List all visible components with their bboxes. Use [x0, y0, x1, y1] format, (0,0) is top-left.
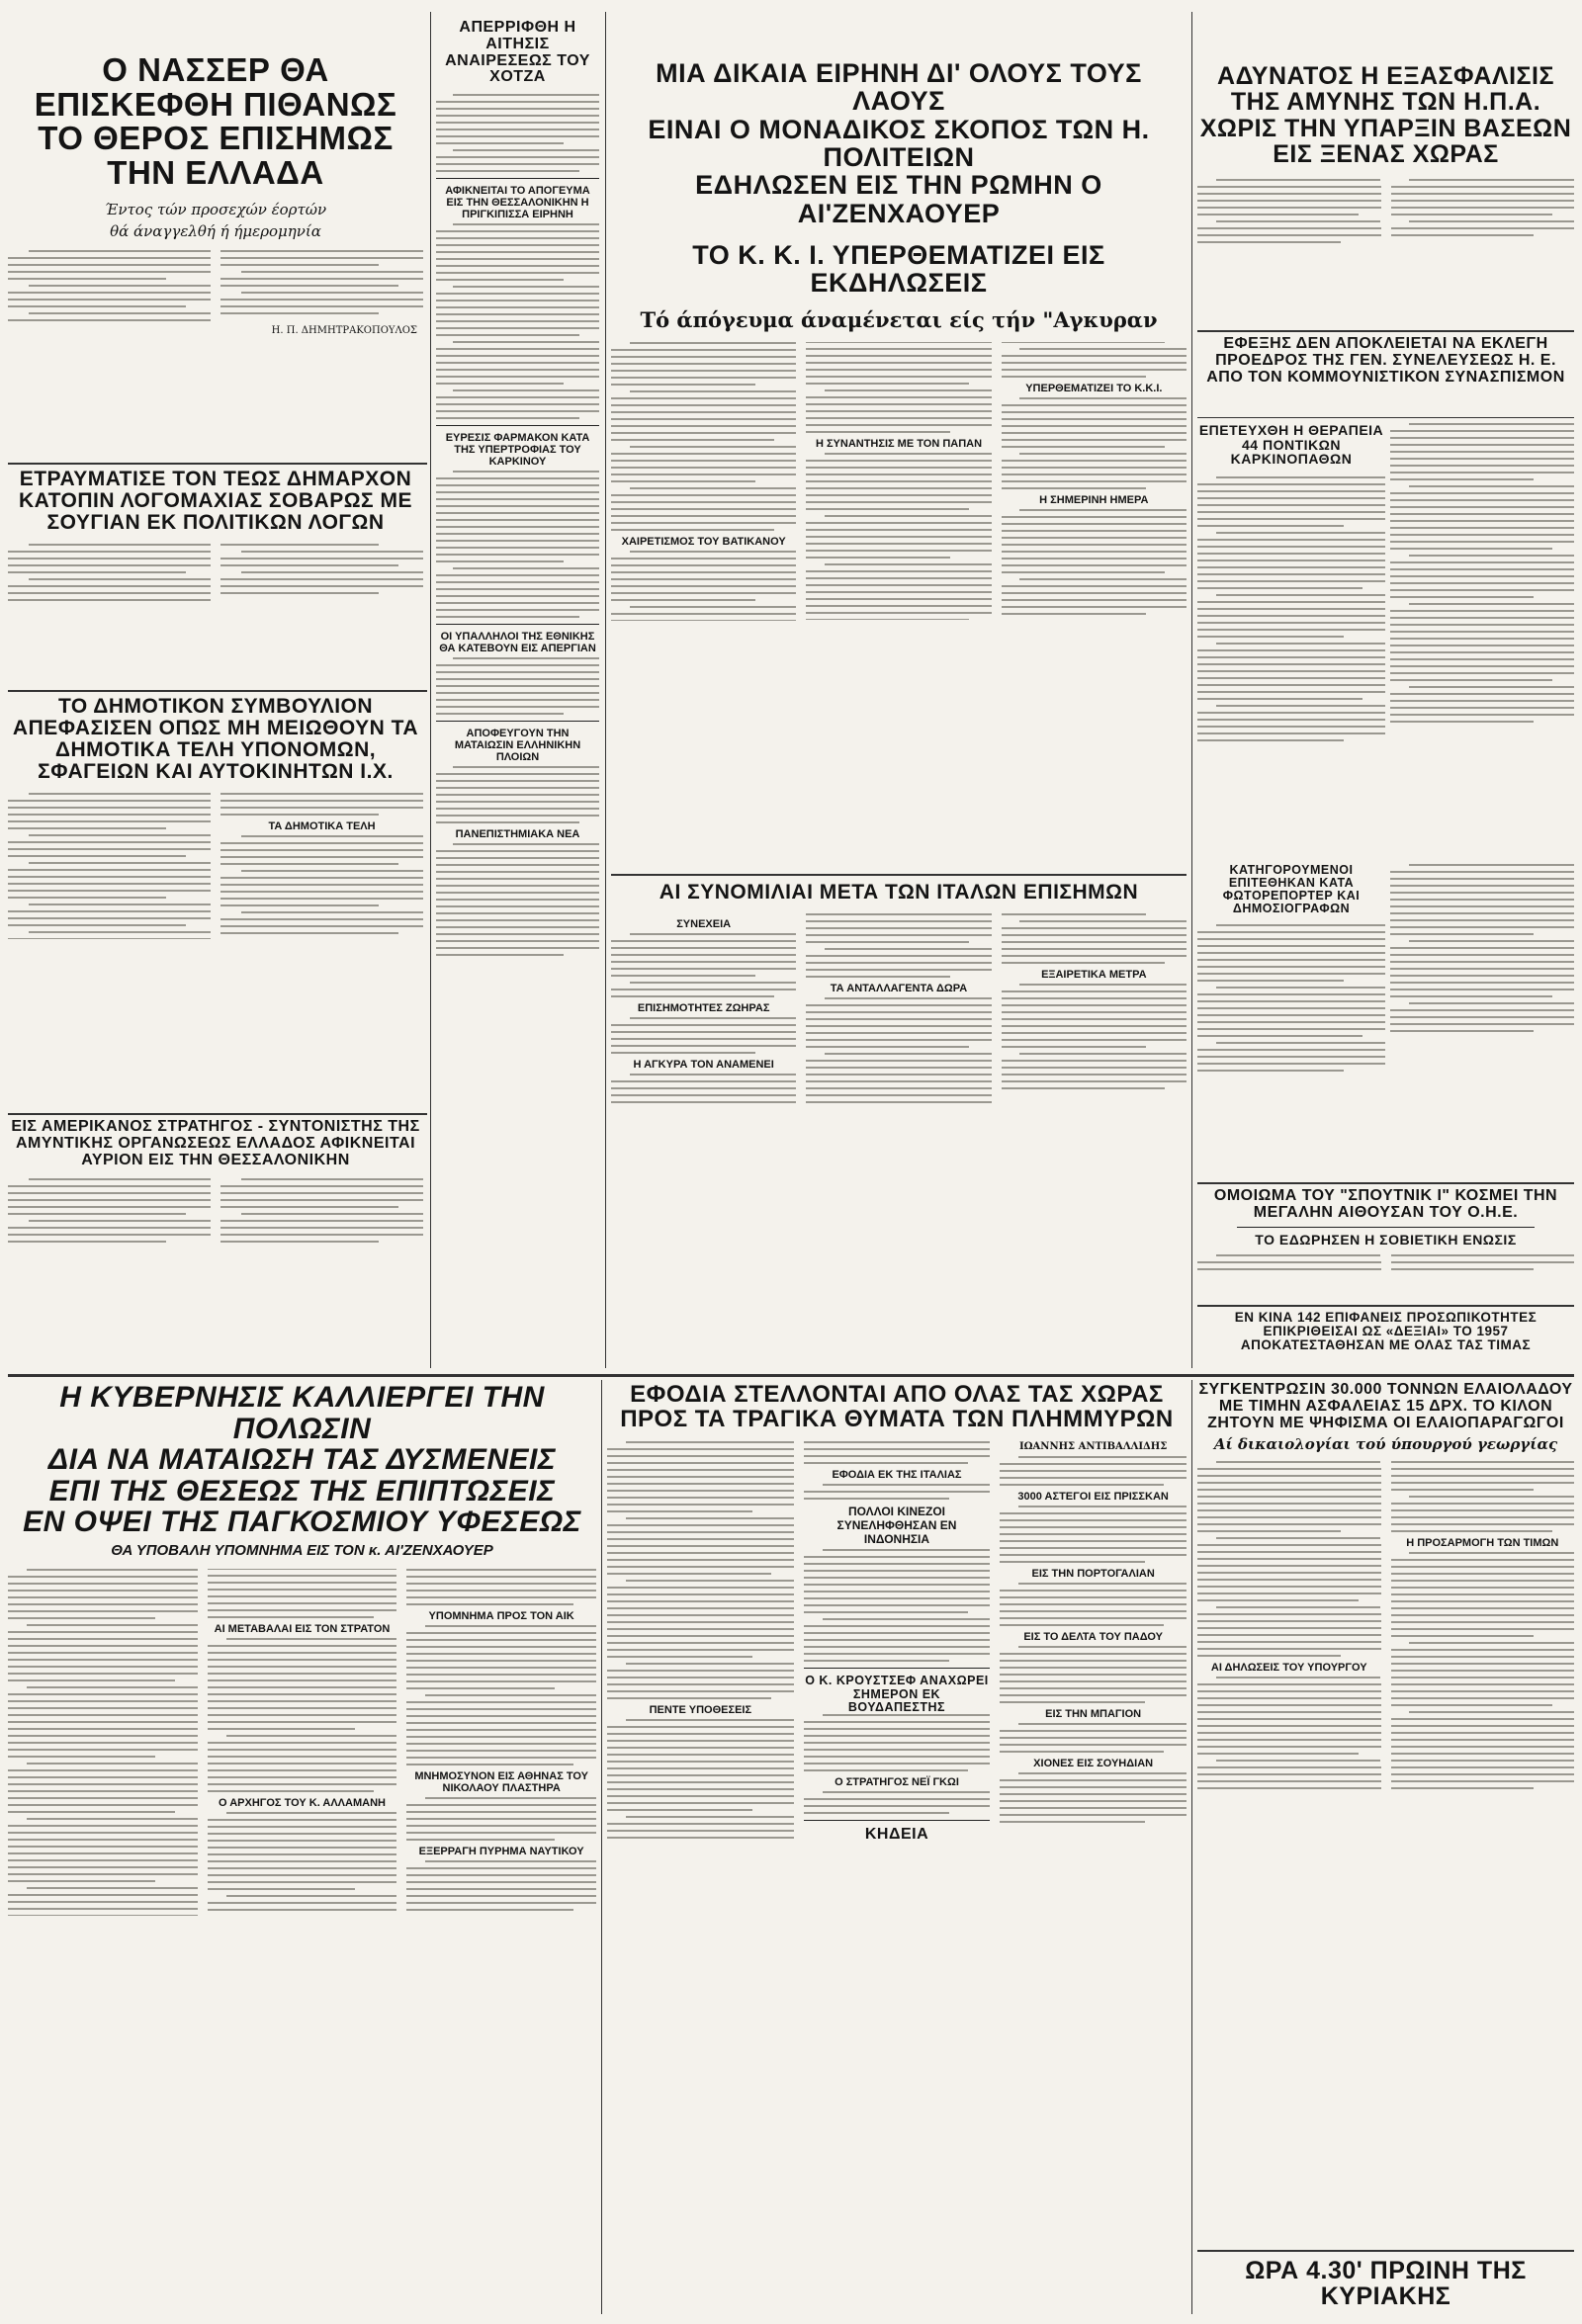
floods-sub-five-cases: ΠΕΝΤΕ ΥΠΟΘΕΣΕΙΣ	[649, 1704, 752, 1717]
article-un-body	[1390, 423, 1574, 858]
defense-headline: ΑΔΥΝΑΤΟΣ Η ΕΞΑΣΦΑΛΙΣΙΣ ΤΗΣ ΑΜΥΝΗΣ ΤΩΝ Η.Π.Α. ΧΩΡΙΣ ΤΗΝ ΥΠΑΡΞΙΝ ΒΑΣΕΩΝ ΕΙΣ ΞΕΝΑΣ ΧΩΡΑΣ	[1199, 62, 1572, 168]
column-rule	[605, 12, 606, 1368]
eisenhower-headline-3: ΕΔΗΛΩΣΕΝ ΕΙΣ ΤΗΝ ΡΩΜΗΝ Ο ΑΙ'ΖΕΝΧΑΟΥΕΡ	[695, 170, 1102, 228]
olive-oil-headline: ΣΥΓΚΕΝΤΡΩΣΙΝ 30.000 ΤΟΝΝΩΝ ΕΛΑΙΟΛΑΔΟΥ ΜΕ ΤΙΜΗΝ ΑΣΦΑΛΕΙΑΣ 15 ΔΡΧ. ΤΟ ΚΙΛΟΝ ΖΗΤΟΥΝ ΜΕ ΨΗΦΙΣΜΑ ΟΙ ΕΛΑΙΟΠΑΡΑΓΩΓΟΙ	[1198, 1382, 1573, 1431]
funeral-headline: ΚΗΔΕΙΑ	[864, 1825, 929, 1843]
government-sub-plastiras: ΜΝΗΜΟΣΥΝΟΝ ΕΙΣ ΑΘΗΝΑΣ ΤΟΥ ΝΙΚΟΛΑΟΥ ΠΛΑΣΤΗΡΑ	[414, 1769, 588, 1794]
hotza-headline: ΑΠΕΡΡΙΦΘΗ Η ΑΙΤΗΣΙΣ ΑΝΑΙΡΕΣΕΩΣ ΤΟΥ ΧΟΤΖΑ	[445, 19, 590, 86]
olive-oil-deck: Αί δικαιολογίαι τού ύπουργού γεωργίας	[1213, 1435, 1558, 1454]
italians-headline: ΑΙ ΣΥΝΟΜΙΛΙΑΙ ΜΕΤΑ ΤΩΝ ΙΤΑΛΩΝ ΕΠΙΣΗΜΩΝ	[659, 882, 1139, 904]
hotza-sub-cancer-drug: ΕΥΡΕΣΙΣ ΦΑΡΜΑΚΟΝ ΚΑΤΑ ΤΗΣ ΥΠΕΡΤΡΟΦΙΑΣ ΤΟΥ ΚΑΡΚΙΝΟΥ	[445, 432, 590, 469]
floods-sub-snow: ΧΙΟΝΕΣ ΕΙΣ ΣΟΥΗΔΙΑΝ	[1033, 1758, 1154, 1770]
floods-headline-2: ΠΡΟΣ ΤΑ ΤΡΑΓΙΚΑ ΘΥΜΑΤΑ ΤΩΝ ΠΛΗΜΜΥΡΩΝ	[620, 1406, 1174, 1433]
italians-sub-gifts: ΤΑ ΑΝΤΑΛΛΑΓΕΝΤΑ ΔΩΡΑ	[830, 983, 968, 995]
government-sub-explosion: ΕΞΕΡΡΑΓΗ ΠΥΡΗΜΑ ΝΑΥΤΙΚΟΥ	[418, 1845, 584, 1857]
clock-headline: ΩΡΑ 4.30' ΠΡΩΙΝΗ ΤΗΣ ΚΥΡΙΑΚΗΣ	[1245, 2258, 1527, 2311]
government-body	[8, 1569, 596, 1916]
nasser-headline: Ο ΝΑΣΣΕΡ ΘΑ ΕΠΙΣΚΕΦΘΗ ΠΙΘΑΝΩΣ ΤΟ ΘΕΡΟΣ ΕΠΙΣΗΜΩΣ ΤΗΝ ΕΛΛΑΔΑ	[34, 51, 397, 191]
government-headline-2: ΔΙΑ ΝΑ ΜΑΤΑΙΩΣΗ ΤΑΣ ΔΥΣΜΕΝΕΙΣ	[47, 1443, 557, 1476]
general-body	[8, 1178, 423, 1248]
floods-sub-chinese: ΠΟΛΛΟΙ ΚΙΝΕΖΟΙ ΣΥΝΕΛΗΦΘΗΣΑΝ ΕΝ ΙΝΔΟΝΗΣΙΑ	[836, 1505, 957, 1547]
article-sputnik	[1197, 1188, 1574, 1303]
hotza-sub-strike: ΟΙ ΥΠΑΛΛΗΛΟΙ ΤΗΣ ΕΘΝΙΚΗΣ ΘΑ ΚΑΤΕΒΟΥΝ ΕΙΣ ΑΠΕΡΓΙΑΝ	[439, 631, 596, 655]
nasser-deck-1: Έντος τών προσεχών έορτών	[104, 200, 327, 218]
floods-sub-portugal: ΕΙΣ ΤΗΝ ΠΟΡΤΟΓΑΛΙΑΝ	[1031, 1568, 1155, 1581]
article-floods	[607, 1382, 1186, 2316]
dimarchos-body	[8, 544, 423, 603]
eisenhower-headline-1: ΜΙΑ ΔΙΚΑΙΑ ΕΙΡΗΝΗ ΔΙ' ΟΛΟΥΣ ΤΟΥΣ ΛΑΟΥΣ	[656, 58, 1142, 117]
olive-oil-body	[1197, 1461, 1574, 1794]
nasser-byline: Η. Π. ΔΗΜΗΤΡΑΚΟΠΟΥΛΟΣ	[271, 325, 417, 337]
floods-sub-homeless: 3000 ΑΣΤΕΓΟΙ ΕΙΣ ΠΡΙΣΣΚΑΝ	[1017, 1491, 1169, 1504]
olive-oil-sub-prices: Η ΠΡΟΣΑΡΜΟΓΗ ΤΩΝ ΤΙΜΩΝ	[1406, 1537, 1559, 1550]
article-hotza	[436, 14, 599, 1370]
italians-sub-ankara: Η ΑΓΚΥΡΑ ΤΟΝ ΑΝΑΜΕΝΕΙ	[633, 1059, 774, 1072]
council-body	[8, 793, 423, 939]
article-china	[1197, 1311, 1574, 1370]
photographers-headline: ΚΑΤΗΓΟΡΟΥΜΕΝΟΙ ΕΠΙΤΕΘΗΚΑΝ ΚΑΤΑ ΦΩΤΟΡΕΠΟΡΤΕΡ ΚΑΙ ΔΗΜΟΣΙΟΓΡΑΦΩΝ	[1222, 864, 1361, 916]
cancer-body	[1197, 476, 1385, 741]
hotza-body	[436, 94, 599, 172]
khrushchev-headline: Ο Κ. ΚΡΟΥΣΤΣΕΦ ΑΝΑΧΩΡΕΙ ΣΗΜΕΡΟΝ ΕΚ ΒΟΥΔΑΠΕΣΤΗΣ	[805, 1674, 989, 1714]
article-general	[8, 1119, 423, 1370]
dimarchos-headline: ΕΤΡΑΥΜΑΤΙΣΕ ΤΟΝ ΤΕΩΣ ΔΗΜΑΡΧΟΝ ΚΑΤΟΠΙΝ ΛΟΓΟΜΑΧΙΑΣ ΣΟΒΑΡΩΣ ΜΕ ΣΟΥΓΙΑΝ ΕΚ ΠΟΛΙΤΙΚΩΝ ΛΟΓΩΝ	[19, 469, 412, 535]
khrushchev-sub: Ο ΣΤΡΑΤΗΓΟΣ ΝΕΪ ΓΚΩΙ	[835, 1775, 959, 1788]
italians-sub-ceremonies: ΕΠΙΣΗΜΟΤΗΤΕΣ ΖΩΗΡΑΣ	[637, 1002, 770, 1015]
article-eisenhower	[611, 14, 1186, 874]
funeral-name: ΙΩΑΝΝΗΣ ΑΝΤΙΒΑΛΛΙΔΗΣ	[1018, 1441, 1168, 1453]
government-sub-memo: ΥΠΟΜΝΗΜΑ ΠΡΟΣ ΤΟΝ ΑΙΚ	[428, 1609, 574, 1622]
eisenhower-sub-kki: ΥΠΕΡΘΕΜΑΤΙΖΕΙ ΤΟ Κ.Κ.Ι.	[1025, 383, 1163, 395]
government-headline-4: ΕΝ ΟΨΕΙ ΤΗΣ ΠΑΓΚΟΣΜΙΟΥ ΥΦΕΣΕΩΣ	[23, 1506, 581, 1538]
italians-body	[611, 913, 1186, 1103]
defense-body	[1197, 179, 1574, 245]
italians-sub-continued: ΣΥΝΕΧΕΙΑ	[676, 918, 732, 931]
italians-sub-measures: ΕΞΑΙΡΕΤΙΚΑ ΜΕΤΡΑ	[1041, 969, 1147, 982]
olive-oil-sub-minister: ΑΙ ΔΗΛΩΣΕΙΣ ΤΟΥ ΥΠΟΥΡΓΟΥ	[1210, 1662, 1367, 1675]
eisenhower-headline-2: ΕΙΝΑΙ Ο ΜΟΝΑΔΙΚΟΣ ΣΚΟΠΟΣ ΤΩΝ Η. ΠΟΛΙΤΕΙΩΝ	[648, 114, 1150, 173]
nasser-deck-2: θά άναγγελθή ή ήμερομηνία	[110, 221, 321, 240]
council-headline: ΤΟ ΔΗΜΟΤΙΚΟΝ ΣΥΜΒΟΥΛΙΟΝ ΑΠΕΦΑΣΙΣΕΝ ΟΠΩΣ ΜΗ ΜΕΙΩΘΟΥΝ ΤΑ ΔΗΜΟΤΙΚΑ ΤΕΛΗ ΥΠΟΝΟΜΩΝ, ΣΦΑΓΕΙΩΝ ΚΑΙ ΑΥΤΟΚΙΝΗΤΩΝ Ι.Χ.	[12, 696, 419, 784]
government-headline-1: Η ΚΥΒΕΡΝΗΣΙΣ ΚΑΛΛΙΕΡΓΕΙ ΤΗΝ ΠΟΛΩΣΙΝ	[59, 1382, 545, 1445]
column-rule	[1191, 1380, 1192, 2314]
article-council	[8, 696, 423, 1111]
eisenhower-headline-4: ΤΟ Κ. Κ. Ι. ΥΠΕΡΘΕΜΑΤΙΖΕΙ ΕΙΣ ΕΚΔΗΛΩΣΕΙΣ	[692, 240, 1105, 299]
eisenhower-sub-today: Η ΣΗΜΕΡΙΝΗ ΗΜΕΡΑ	[1039, 494, 1149, 507]
hotza-sub-princess: ΑΦΙΚΝΕΙΤΑΙ ΤΟ ΑΠΟΓΕΥΜΑ ΕΙΣ ΤΗΝ ΘΕΣΣΑΛΟΝΙΚΗΝ Η ΠΡΙΓΚΙΠΙΣΣΑ ΕΙΡΗΝΗ	[445, 185, 590, 221]
hotza-sub-university: ΠΑΝΕΠΙΣΤΗΜΙΑΚΑ ΝΕΑ	[455, 828, 580, 841]
government-sub-allamanis: Ο ΑΡΧΗΓΟΣ ΤΟΥ Κ. ΑΛΛΑΜΑΝΗ	[219, 1796, 386, 1809]
un-president-headline: ΕΦΕΞΗΣ ΔΕΝ ΑΠΟΚΛΕΙΕΤΑΙ ΝΑ ΕΚΛΕΓΗ ΠΡΟΕΔΡΟΣ ΤΗΣ ΓΕΝ. ΣΥΝΕΛΕΥΣΕΩΣ Η. Ε. ΑΠΟ ΤΟΝ ΚΟΜΜΟΥΝΙΣΤΙΚΟΝ ΣΥΝΑΣΠΙΣΜΟΝ	[1206, 336, 1565, 386]
government-deck: ΘΑ ΥΠΟΒΑΛΗ ΥΠΟΜΝΗΜΑ ΕΙΣ ΤΟΝ κ. ΑΙ'ΖΕΝΧΑΟΥΕΡ	[111, 1541, 493, 1559]
article-defense	[1197, 14, 1574, 328]
government-sub-army: ΑΙ ΜΕΤΑΒΑΛΑΙ ΕΙΣ ΤΟΝ ΣΤΡΑΤΟΝ	[214, 1622, 391, 1635]
article-dimarchos	[8, 469, 423, 688]
article-government	[8, 1382, 596, 2316]
article-photographers	[1197, 864, 1385, 1180]
hotza-sub-ships: ΑΠΟΦΕΥΓΟΥΝ ΤΗΝ ΜΑΤΑΙΩΣΙΝ ΕΛΛΗΝΙΚΗΝ ΠΛΟΙΩΝ	[454, 728, 581, 764]
council-subhead: ΤΑ ΔΗΜΟΤΙΚΑ ΤΕΛΗ	[268, 819, 376, 832]
article-olive-oil	[1197, 1382, 1574, 2217]
china-headline: ΕΝ ΚΙΝΑ 142 ΕΠΙΦΑΝΕΙΣ ΠΡΟΣΩΠΙΚΟΤΗΤΕΣ ΕΠΙΚΡΙΘΕΙΣΑΙ ΩΣ «ΔΕΞΙΑΙ» ΤΟ 1957 ΑΠΟΚΑΤΕΣΤΑΘΗΣΑΝ ΜΕ ΟΛΑΣ ΤΑΣ ΤΙΜΑΣ	[1234, 1311, 1538, 1353]
article-cancer	[1197, 423, 1385, 858]
floods-sub-bayonne: ΕΙΣ ΤΗΝ ΜΠΑΓΙΟΝ	[1045, 1708, 1142, 1721]
eisenhower-deck: Τό άπόγευμα άναμένεται είς τήν "Αγκυραν	[640, 306, 1158, 332]
column-rule	[1191, 12, 1192, 1368]
cancer-headline: ΕΠΕΤΕΥΧΘΗ Η ΘΕΡΑΠΕΙΑ 44 ΠΟΝΤΙΚΩΝ ΚΑΡΚΙΝΟΠΑΘΩΝ	[1198, 423, 1384, 468]
floods-sub-delta: ΕΙΣ ΤΟ ΔΕΛΤΑ ΤΟΥ ΠΑΔΟΥ	[1023, 1631, 1163, 1644]
government-headline-3: ΕΠΙ ΤΗΣ ΘΕΣΕΩΣ ΤΗΣ ΕΠΙΠΤΩΣΕΙΣ	[48, 1474, 556, 1507]
nasser-body	[8, 250, 423, 323]
article-nasser	[8, 14, 423, 465]
article-un-president	[1197, 336, 1574, 415]
sputnik-headline: ΟΜΟΙΩΜΑ ΤΟΥ "ΣΠΟΥΤΝΙΚ Ι" ΚΟΣΜΕΙ ΤΗΝ ΜΕΓΑΛΗΝ ΑΙΘΟΥΣΑΝ ΤΟΥ Ο.Η.Ε.	[1213, 1188, 1558, 1221]
eisenhower-sub-vatican: ΧΑΙΡΕΤΙΣΜΟΣ ΤΟΥ ΒΑΤΙΚΑΝΟΥ	[621, 535, 786, 548]
eisenhower-sub-pope: Η ΣΥΝΑΝΤΗΣΙΣ ΜΕ ΤΟΝ ΠΑΠΑΝ	[815, 438, 983, 451]
eisenhower-body	[611, 342, 1186, 620]
floods-headline-1: ΕΦΟΔΙΑ ΣΤΕΛΛΟΝΤΑΙ ΑΠΟ ΟΛΑΣ ΤΑΣ ΧΩΡΑΣ	[630, 1382, 1164, 1408]
column-rule	[430, 12, 431, 1368]
general-headline: ΕΙΣ ΑΜΕΡΙΚΑΝΟΣ ΣΤΡΑΤΗΓΟΣ - ΣΥΝΤΟΝΙΣΤΗΣ ΤΗΣ ΑΜΥΝΤΙΚΗΣ ΟΡΓΑΝΩΣΕΩΣ ΕΛΛΑΔΟΣ ΑΦΙΚΝΕΙΤΑΙ ΑΥΡΙΟΝ ΕΙΣ ΤΗΝ ΘΕΣΣΑΛΟΝΙΚΗΝ	[11, 1119, 420, 1168]
floods-body	[607, 1441, 1186, 1843]
sputnik-deck: ΤΟ ΕΔΩΡΗΣΕΝ Η ΣΟΒΙΕΤΙΚΗ ΕΝΩΣΙΣ	[1255, 1231, 1517, 1248]
article-clock	[1197, 2258, 1574, 2312]
floods-sub-italy: ΕΦΟΔΙΑ ΕΚ ΤΗΣ ΙΤΑΛΙΑΣ	[832, 1469, 962, 1482]
column-rule	[601, 1380, 602, 2314]
article-italians	[611, 882, 1186, 1370]
